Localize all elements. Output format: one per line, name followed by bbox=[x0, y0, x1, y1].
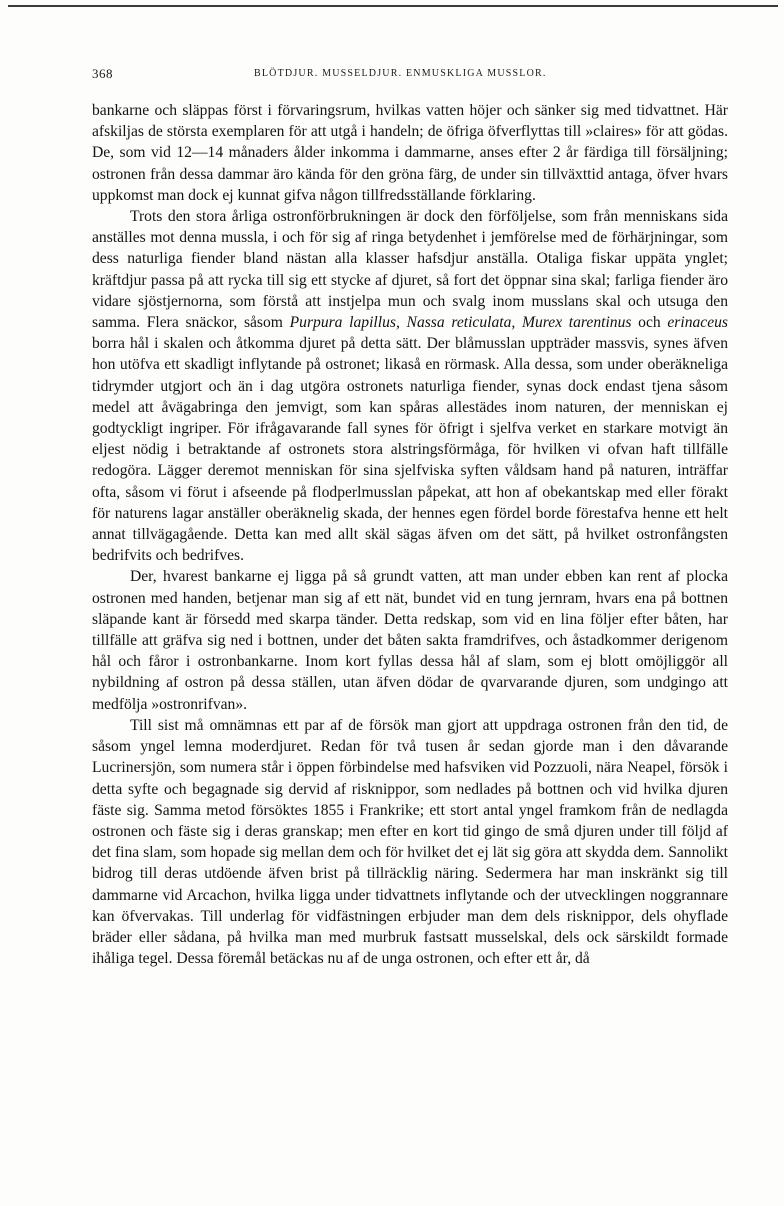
species-names-italic: Purpura lapillus, Nassa reticulata, Murex tarentinus bbox=[289, 314, 632, 332]
paragraph-4-text: Till sist må omnämnas ett par af de försök man gjort att uppdraga ostronen från den tid, de såsom yngel lemna moderdjuret. Redan för två tusen år sedan gjorde man i den dåvarande Lucrinersjön, som numera står i öppen förbindelse med hafsviken vid Pozzuoli, nära Neapel, försök i detta syfte och begagnade sig dervid af risknippor, som nedlades på bottnen och vid hvilka djuren fäste sig. Samma metod försöktes 1855 i Frankrike; ett stort antal yngel framkom från de nedlagda ostronen och fäste sig i deras granskap; men efter en kort tid gingo de små djuren under till följd af det fina slam, som hopade sig mellan dem och för hvilket det ej lät sig göra att skydda dem. Sannolikt bidrog till deras utdöende äfven brist på tillräcklig näring. Sedermera har man inskränkt sig till dammarne vid Arcachon, hvilka ligga under tidvattnets inflytande och der utvecklingen noggrannare kan öfvervakas. Till underlag för vidfästningen erbjuder man dem dels risknippor, dels ohyflade bräder eller sådana, på hvilka man med murbruk fastsatt musselskal, dels ock särskildt formade ihåliga tegel. Dessa föremål betäckas nu af de unga ostronen, och efter ett år, då bbox=[92, 716, 728, 968]
page-number: 368 bbox=[92, 66, 113, 81]
paragraph-4 bbox=[92, 715, 728, 969]
running-head: BLÖTDJUR. MUSSELDJUR. ENMUSKLIGA MUSSLOR. bbox=[254, 68, 547, 79]
paragraph-1-text: bankarne och släppas först i förvaringsrum, hvilkas vatten höjer och sänker sig med tidvattnet. Här afskiljas de största exemplaren för att utgå i handeln; de öfriga öfverflyttas till »claires» för att gödas. De, som vid 12—14 månaders ålder inkomma i dammarne, anses efter 2 år färdiga till försäljning; ostronen från dessa dammar äro kända för den gröna färg, de under sin tillväxttid antaga, öfver hvars uppkomst man dock ej kunnat gifva någon tillfredsställande förklaring. bbox=[92, 102, 728, 204]
body-text bbox=[92, 100, 728, 969]
paragraph-2 bbox=[92, 206, 728, 566]
paragraph-2-text: Trots den stora årliga ostronförbrukningen är dock den förföljelse, som från menniskans sida anställes mot denna mussla, i och för sig af ringa betydenhet i jemförelse med de förhärjningar, som dess naturliga fiender bland nästan alla klasser hafsdjur anställa. Otaliga fiskar uppäta ynglet; kräftdjur passa på att rycka till sig ett stycke af djuret, så fort det öppnar sina skal; farliga fiender äro vidare sjöstjernorna, som förstå att instjelpa mun och svalg inom musslans skal och utsuga den samma. Flera snäckor, såsom bbox=[92, 208, 728, 332]
species-erinaceus-italic: erinaceus bbox=[667, 314, 728, 332]
paragraph-3 bbox=[92, 566, 728, 714]
paragraph-3-text: Der, hvarest bankarne ej ligga på så grundt vatten, att man under ebben kan rent af plocka ostronen med handen, betjenar man sig af ett nät, bundet vid en tung jernram, hvars ena på bottnen släpande kant är försedd med skarpa tänder. Detta redskap, som vid en lina följer efter båten, har tillfälle att gräfva sig ned i bottnen, under det båten sakta framdrifves, och åstadkommer derigenom hål och fåror i ostronbankarne. Inom kort fyllas dessa hål af slam, som ej blott omöjliggör all nybildning af ostron på dessa ställen, utan äfven dödar de qvarvarande djuren, som undgingo att medfölja »ostronrifvan». bbox=[92, 568, 728, 713]
paragraph-2-continuation: borra hål i skalen och åtkomma djuret på detta sätt. Der blåmusslan uppträder massvis, synes äfven hon utöfva ett skadligt inflytande på ostronet; likaså en rörmask. Alla dessa, som under oberäkneliga tidrymder utgjort och än i dag utgöra ostronets naturliga fiender, synas dock endast tjena såsom medel att åvägabringa den jemvigt, som kan spåras allestädes inom naturen, der menniskan ej godtyckligt ingriper. För ifrågavarande fall synes för öfrigt i sjelfva verket en starkare motvigt än eljest nödig i betraktande af ostronets stora alstringsförmåga, för hvilken vi ofvan haft tillfälle redogöra. Lägger deremot menniskan för sina sjelfviska syften våldsam hand på naturen, inträffar ofta, såsom vi förut i afseende på flodperlmusslan påpekat, att hon af obekantskap med eller förakt för naturens lagar anställer oberäknelig skada, der hennes egen fördel borde förestafva henne ett helt annat tillvägagående. Detta kan med allt skäl sägas äfven om det sätt, på hvilket ostronfångsten bedrifvits och bedrifves. bbox=[92, 335, 728, 565]
paragraph-2-conjunction: och bbox=[631, 314, 668, 332]
page-header bbox=[92, 66, 728, 86]
top-edge-rule bbox=[8, 5, 778, 7]
paragraph-1 bbox=[92, 100, 728, 206]
